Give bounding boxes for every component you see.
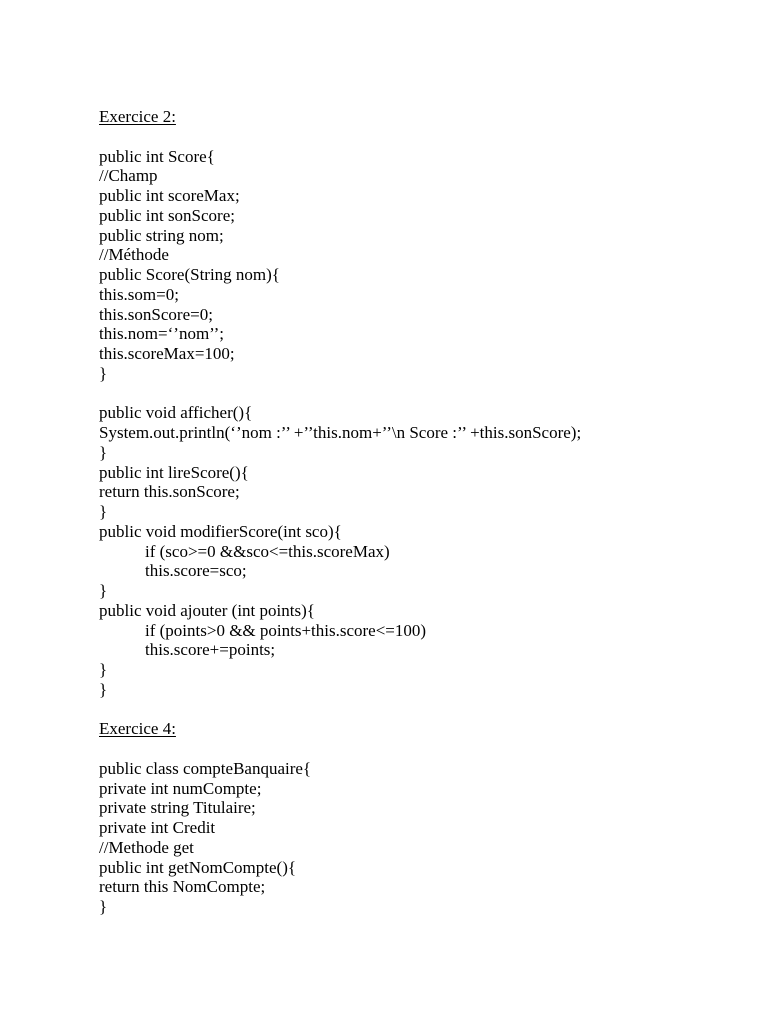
code-line: public int lireScore(){	[99, 462, 249, 482]
code-comment: //Champ	[99, 166, 158, 186]
code-line: public int scoreMax;	[99, 186, 240, 205]
code-line: }	[99, 363, 108, 383]
code-line: public void afficher(){	[99, 403, 253, 423]
code-line: private string Titulaire;	[99, 798, 256, 818]
code-line: this.som=0;	[99, 284, 179, 304]
blank-line	[99, 127, 739, 147]
code-line: }	[99, 581, 108, 600]
code-line-indented: this.score=sco;	[145, 561, 247, 581]
code-line: public void ajouter (int points){	[99, 600, 315, 620]
document-page	[99, 107, 739, 917]
blank-line	[99, 384, 739, 404]
code-comment: //Méthode	[99, 245, 169, 265]
code-line-indented: if (points>0 && points+this.score<=100)	[145, 620, 427, 640]
code-line: }	[99, 442, 108, 462]
code-line: this.nom=‘’nom’’;	[99, 324, 224, 344]
exercise-2-heading: Exercice 2:	[99, 107, 176, 126]
code-line: return this.sonScore;	[99, 482, 240, 502]
code-line: return this NomCompte;	[99, 877, 266, 897]
code-line: public int getNomCompte(){	[99, 857, 297, 877]
code-line: }	[99, 679, 108, 699]
blank-line	[99, 739, 739, 759]
code-line: public void modifierScore(int sco){	[99, 521, 342, 541]
code-line-indented: this.score+=points;	[145, 640, 276, 660]
code-line: }	[99, 502, 108, 521]
code-line: private int numCompte;	[99, 778, 262, 798]
code-line: public string nom;	[99, 225, 224, 245]
code-line: public int Score{	[99, 146, 215, 166]
exercise-4-heading: Exercice 4:	[99, 719, 176, 739]
code-line: this.sonScore=0;	[99, 304, 213, 324]
code-line: public class compteBanquaire{	[99, 758, 312, 778]
blank-line	[99, 700, 739, 720]
code-line: public int sonScore;	[99, 205, 235, 225]
code-comment: //Methode get	[99, 837, 194, 857]
code-line: }	[99, 897, 108, 916]
code-line: private int Credit	[99, 818, 216, 837]
code-line: this.scoreMax=100;	[99, 344, 235, 363]
code-line-indented: if (sco>=0 &&sco<=this.scoreMax)	[145, 541, 390, 561]
code-line: public Score(String nom){	[99, 265, 280, 284]
code-line: System.out.println(‘’nom :’’ +’’this.nom+’’\n Score :’’ +this.sonScore);	[99, 423, 582, 442]
code-line: }	[99, 660, 108, 679]
